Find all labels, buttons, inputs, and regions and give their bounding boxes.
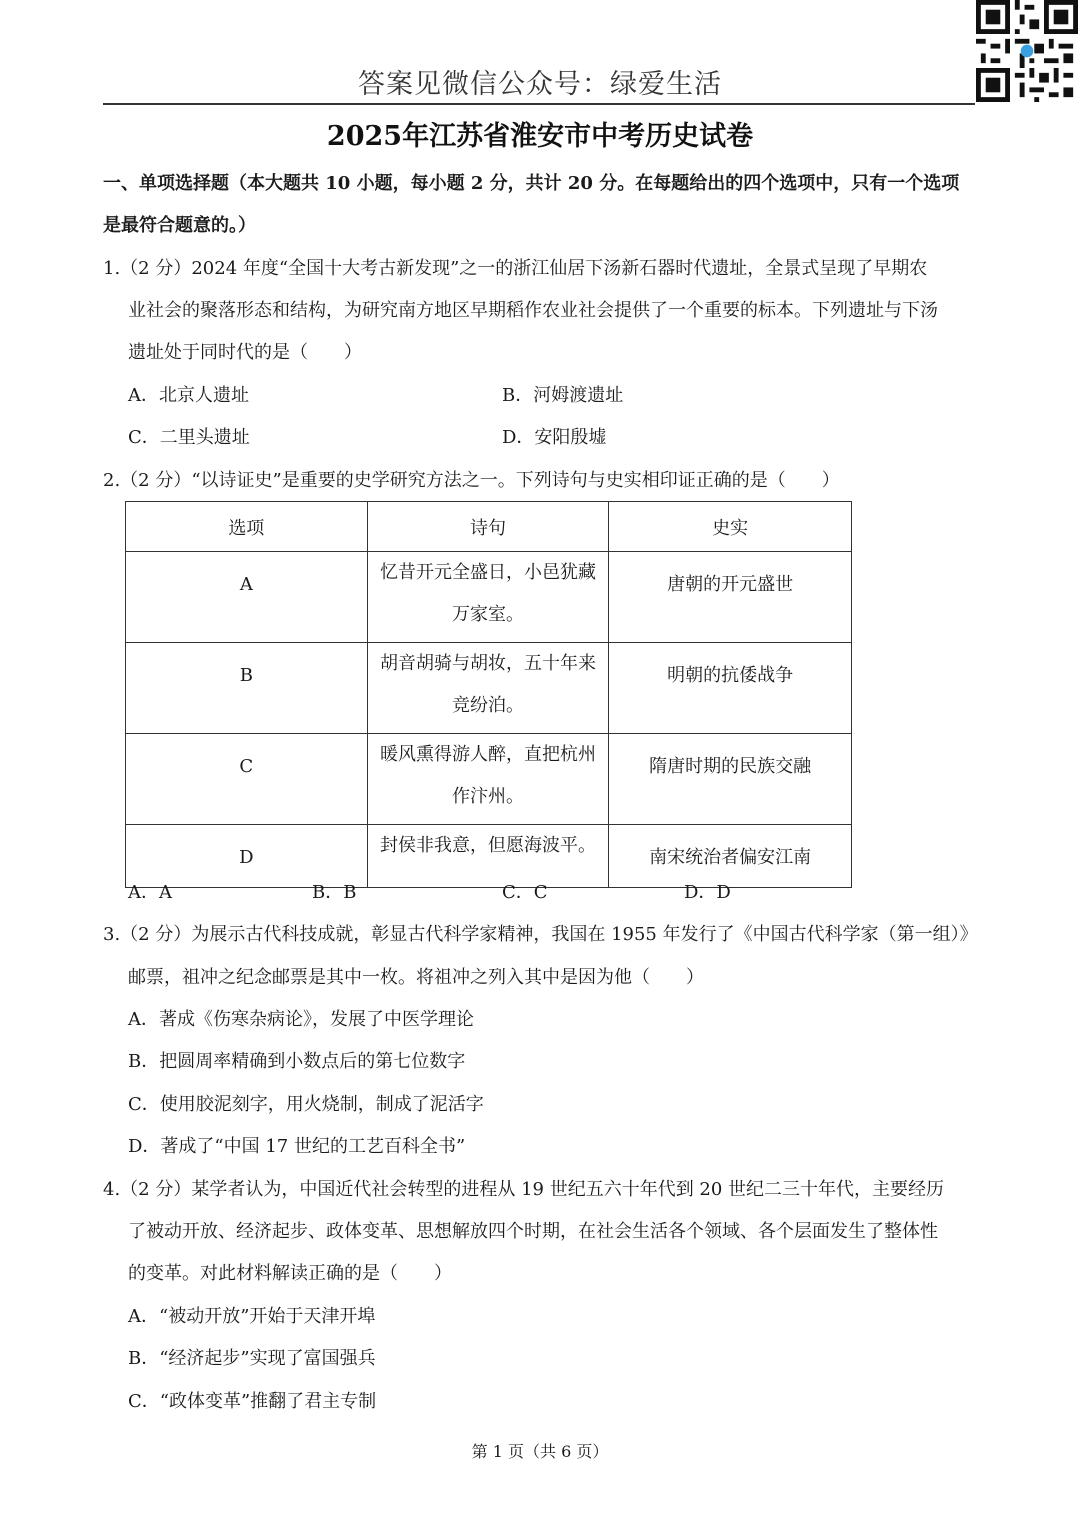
table-header-cell: 诗句 — [367, 502, 609, 552]
q4-stem-line2: 了被动开放、经济起步、政体变革、思想解放四个时期，在社会生活各个领域、各个层面发生了整体性 — [128, 1221, 938, 1242]
page-title: 2025年江苏省淮安市中考历史试卷 — [326, 121, 754, 152]
q2-option-b[interactable]: B．B — [312, 882, 357, 903]
header-divider — [103, 103, 975, 105]
q1-option-a[interactable]: A．北京人遗址 — [128, 385, 249, 406]
poem-line: 忆昔开元全盛日，小邑犹藏 — [379, 562, 596, 583]
table-cell-fact: 唐朝的开元盛世 — [609, 552, 852, 643]
table-cell-poem — [367, 734, 609, 825]
q2-table — [125, 501, 852, 888]
table-cell-option: B — [126, 643, 368, 734]
q4-stem-line1: 4.（2 分）某学者认为，中国近代社会转型的进程从 19 世纪五六十年代到 20 世纪二三十年代，主要经历 — [103, 1179, 945, 1200]
section-heading-line1: 一、单项选择题（本大题共 10 小题，每小题 2 分，共计 20 分。在每题给出的四个选项中，只有一个选项 — [103, 173, 960, 194]
table-header-cell: 史实 — [609, 502, 852, 552]
q1-option-b[interactable]: B．河姆渡遗址 — [502, 385, 624, 406]
q3-option-d[interactable]: D．著成了“中国 17 世纪的工艺百科全书” — [128, 1136, 466, 1157]
table-header-row — [126, 502, 852, 552]
table-cell-option: C — [126, 734, 368, 825]
poem-line: 封侯非我意，但愿海波平。 — [379, 835, 596, 856]
table-row — [126, 734, 852, 825]
table-cell-fact: 南宋统治者偏安江南 — [609, 825, 852, 888]
q1-option-d[interactable]: D．安阳殷墟 — [502, 427, 607, 448]
q1-stem-line1: 1.（2 分）2024 年度“全国十大考古新发现”之一的浙江仙居下汤新石器时代遗址，全景式呈现了早期农 — [103, 258, 928, 279]
poem-line: 暖风熏得游人醉，直把杭州 — [379, 744, 596, 765]
q3-stem-line1: 3.（2 分）为展示古代科技成就，彰显古代科学家精神，我国在 1955 年发行了《中国古代科学家（第一组）》 — [103, 924, 978, 945]
q2-option-d[interactable]: D．D — [684, 882, 731, 903]
q3-option-a[interactable]: A．著成《伤寒杂病论》，发展了中医学理论 — [128, 1009, 474, 1030]
table-row — [126, 552, 852, 643]
q2-stem: 2.（2 分）“以诗证史”是重要的史学研究方法之一。下列诗句与史实相印证正确的是（ ） — [103, 470, 840, 491]
q3-stem-line2: 邮票，祖冲之纪念邮票是其中一枚。将祖冲之列入其中是因为他（ ） — [128, 967, 704, 988]
qr-code-icon — [976, 0, 1078, 102]
poem-line: 万家室。 — [451, 604, 524, 625]
q4-option-c[interactable]: C．“政体变革”推翻了君主专制 — [128, 1391, 377, 1412]
q1-option-c[interactable]: C．二里头遗址 — [128, 427, 250, 448]
q3-option-c[interactable]: C．使用胶泥刻字，用火烧制，制成了泥活字 — [128, 1094, 484, 1115]
q1-stem-line2: 业社会的聚落形态和结构，为研究南方地区早期稻作农业社会提供了一个重要的标本。下列遗址与下汤 — [128, 300, 938, 321]
q4-option-a[interactable]: A．“被动开放”开始于天津开埠 — [128, 1306, 376, 1327]
table-cell-poem — [367, 643, 609, 734]
table-cell-option: D — [126, 825, 368, 888]
table-cell-fact: 隋唐时期的民族交融 — [609, 734, 852, 825]
q4-option-b[interactable]: B．“经济起步”实现了富国强兵 — [128, 1348, 376, 1369]
page-number: 第 1 页（共 6 页） — [471, 1442, 609, 1461]
table-row — [126, 643, 852, 734]
table-cell-option: A — [126, 552, 368, 643]
q1-stem-line3: 遗址处于同时代的是（ ） — [128, 342, 362, 363]
poem-line: 竞纷泊。 — [451, 695, 524, 716]
table-cell-poem — [367, 552, 609, 643]
q2-option-a[interactable]: A．A — [128, 882, 172, 903]
table-cell-poem — [367, 825, 609, 888]
q2-option-c[interactable]: C．C — [502, 882, 548, 903]
q4-stem-line3: 的变革。对此材料解读正确的是（ ） — [128, 1263, 452, 1284]
header-note: 答案见微信公众号：绿爱生活 — [358, 69, 722, 100]
table-cell-fact: 明朝的抗倭战争 — [609, 643, 852, 734]
q3-option-b[interactable]: B．把圆周率精确到小数点后的第七位数字 — [128, 1051, 466, 1072]
poem-line: 作汴州。 — [451, 786, 524, 807]
poem-line: 胡音胡骑与胡妆，五十年来 — [379, 653, 596, 674]
table-row — [126, 825, 852, 888]
section-heading-line2: 是最符合题意的。） — [103, 215, 256, 236]
table-header-cell: 选项 — [126, 502, 368, 552]
